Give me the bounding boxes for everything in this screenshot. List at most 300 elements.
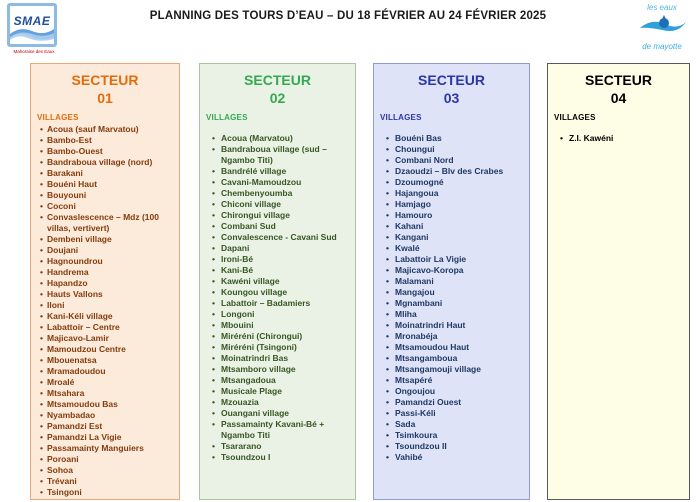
bullet-icon: •	[212, 254, 215, 265]
village-item	[206, 188, 349, 199]
village-item	[206, 298, 349, 309]
eaux-logo-line2: de mayotte	[642, 42, 682, 51]
bullet-icon: •	[40, 355, 43, 366]
village-name: Tsoundzou I	[221, 452, 271, 463]
village-item	[37, 421, 173, 432]
smae-logo-box	[7, 3, 57, 47]
bullet-icon: •	[212, 243, 215, 254]
village-name: Hauts Vallons	[47, 289, 103, 300]
smae-wave-icon	[10, 24, 54, 42]
village-name: Dembeni village	[47, 234, 112, 245]
bullet-icon: •	[40, 443, 43, 454]
village-item	[37, 212, 173, 234]
bullet-icon: •	[212, 188, 215, 199]
bullet-icon: •	[212, 199, 215, 210]
bullet-icon: •	[212, 177, 215, 188]
village-item	[206, 287, 349, 298]
sector-03-name: SECTEUR	[418, 72, 485, 88]
bullet-icon: •	[40, 135, 43, 146]
village-name: Mtsamoudou Haut	[395, 342, 470, 353]
village-name: Mangajou	[395, 287, 435, 298]
village-item	[380, 199, 523, 210]
village-name: Longoni	[221, 309, 255, 320]
eaux-mayotte-logo	[634, 4, 690, 60]
village-item	[206, 408, 349, 419]
village-name: Pamandzi Est	[47, 421, 103, 432]
village-item	[206, 419, 349, 441]
bullet-icon: •	[212, 364, 215, 375]
bullet-icon: •	[212, 298, 215, 309]
document-header	[0, 0, 696, 62]
village-name: Passamainty Manguiers	[47, 443, 144, 454]
smae-logo-text: SMAE	[13, 14, 51, 28]
village-name: Tsararano	[221, 441, 262, 452]
village-name: Labattoir La Vigie	[395, 254, 467, 265]
bullet-icon: •	[40, 322, 43, 333]
village-item	[206, 265, 349, 276]
village-item	[206, 331, 349, 342]
village-name: Kani-Kéli village	[47, 311, 113, 322]
village-item	[206, 342, 349, 353]
bullet-icon: •	[212, 320, 215, 331]
village-item	[380, 397, 523, 408]
bullet-icon: •	[212, 375, 215, 386]
village-item	[37, 333, 173, 344]
village-name: Mliha	[395, 309, 417, 320]
village-item	[380, 309, 523, 320]
village-item	[380, 166, 523, 177]
village-item	[206, 441, 349, 452]
village-name: Convaslescence – Mdz (100 villas, vertivert)	[47, 212, 159, 234]
bullet-icon: •	[40, 377, 43, 388]
village-item	[206, 221, 349, 232]
village-name: Doujani	[47, 245, 79, 256]
bullet-icon: •	[386, 155, 389, 166]
bullet-icon: •	[212, 232, 215, 243]
village-name: Malamani	[395, 276, 434, 287]
bullet-icon: •	[560, 133, 563, 144]
village-item	[206, 364, 349, 375]
village-name: Acoua (sauf Marvatou)	[47, 124, 139, 135]
bullet-icon: •	[212, 221, 215, 232]
village-item	[37, 322, 173, 333]
page-title: PLANNING DES TOURS D’EAU – DU 18 FÉVRIER AU 24 FÉVRIER 2025	[149, 10, 547, 22]
village-item	[37, 179, 173, 190]
village-name: Kangani	[395, 232, 429, 243]
village-item	[37, 476, 173, 487]
sector-panel-04	[547, 63, 690, 500]
bullet-icon: •	[212, 408, 215, 419]
bullet-icon: •	[386, 276, 389, 287]
village-item	[206, 386, 349, 397]
sector-panel-03	[373, 63, 530, 500]
bullet-icon: •	[386, 364, 389, 375]
smae-logo-subtext: Mahoraise des Eaux	[13, 49, 55, 54]
village-item	[206, 276, 349, 287]
village-name: Kawéni village	[221, 276, 280, 287]
village-item	[206, 199, 349, 210]
village-name: Mzouazia	[221, 397, 259, 408]
bullet-icon: •	[386, 287, 389, 298]
bullet-icon: •	[386, 441, 389, 452]
village-item	[37, 135, 173, 146]
bullet-icon: •	[386, 188, 389, 199]
village-item	[37, 432, 173, 443]
village-item	[37, 124, 173, 135]
bullet-icon: •	[212, 441, 215, 452]
eaux-logo-line1: les eaux	[647, 3, 677, 12]
village-name: Passi-Kéli	[395, 408, 436, 419]
bullet-icon: •	[40, 311, 43, 322]
sector-01-number: 01	[97, 90, 113, 107]
bullet-icon: •	[212, 133, 215, 144]
bullet-icon: •	[40, 454, 43, 465]
bullet-icon: •	[386, 232, 389, 243]
village-item	[380, 232, 523, 243]
village-name: Vahibé	[395, 452, 423, 463]
bullet-icon: •	[40, 465, 43, 476]
village-name: Dzoumogné	[395, 177, 444, 188]
bullet-icon: •	[212, 144, 215, 155]
village-name: Hajangoua	[395, 188, 439, 199]
village-name: Hamjago	[395, 199, 431, 210]
village-item	[380, 144, 523, 155]
village-item	[37, 311, 173, 322]
sector-04-villages-label: VILLAGES	[554, 113, 596, 123]
village-item	[37, 201, 173, 212]
village-name: Bouyouni	[47, 190, 87, 201]
bullet-icon: •	[40, 366, 43, 377]
sector-03-villages-label: VILLAGES	[380, 113, 422, 123]
village-item	[37, 168, 173, 179]
village-name: Passamainty Kavani-Bé + Ngambo Titi	[221, 419, 325, 441]
village-name: Kahani	[395, 221, 424, 232]
village-name: Mroalé	[47, 377, 75, 388]
village-item	[380, 210, 523, 221]
bullet-icon: •	[386, 221, 389, 232]
bullet-icon: •	[386, 397, 389, 408]
village-name: Hamouro	[395, 210, 433, 221]
bullet-icon: •	[386, 144, 389, 155]
eaux-wave-drop-icon	[634, 12, 690, 38]
sector-02-title	[206, 71, 349, 107]
village-item	[37, 278, 173, 289]
village-name: Acoua (Marvatou)	[221, 133, 293, 144]
sector-02-village-list	[206, 133, 349, 463]
village-name: Chirongui village	[221, 210, 290, 221]
village-name: Mtsamoudou Bas	[47, 399, 118, 410]
sector-01-name: SECTEUR	[71, 72, 139, 88]
village-item	[37, 443, 173, 454]
bullet-icon: •	[40, 333, 43, 344]
village-name: Kwalé	[395, 243, 420, 254]
village-item	[37, 487, 173, 498]
bullet-icon: •	[40, 476, 43, 487]
village-name: Moinatrindri Haut	[395, 320, 466, 331]
bullet-icon: •	[212, 265, 215, 276]
smae-logo	[7, 3, 61, 61]
village-item	[206, 254, 349, 265]
village-item	[380, 265, 523, 276]
village-item	[380, 353, 523, 364]
village-name: Mtsamboro village	[221, 364, 296, 375]
bullet-icon: •	[212, 386, 215, 397]
bullet-icon: •	[386, 243, 389, 254]
village-name: Mtsapéré	[395, 375, 433, 386]
village-item	[380, 287, 523, 298]
bullet-icon: •	[386, 386, 389, 397]
bullet-icon: •	[212, 210, 215, 221]
village-item	[206, 243, 349, 254]
bullet-icon: •	[40, 201, 43, 212]
bullet-icon: •	[40, 157, 43, 168]
bullet-icon: •	[386, 320, 389, 331]
bullet-icon: •	[386, 210, 389, 221]
bullet-icon: •	[386, 199, 389, 210]
village-name: Tsoundzou II	[395, 441, 447, 452]
sector-01-title	[37, 71, 173, 107]
village-name: Coconi	[47, 201, 76, 212]
village-item	[380, 364, 523, 375]
village-item	[554, 133, 683, 144]
village-name: Sada	[395, 419, 416, 430]
village-name: Ironi-Bé	[221, 254, 254, 265]
bullet-icon: •	[212, 331, 215, 342]
bullet-icon: •	[40, 190, 43, 201]
village-name: Mronabéja	[395, 331, 438, 342]
village-item	[206, 320, 349, 331]
village-name: Hapandzo	[47, 278, 88, 289]
bullet-icon: •	[386, 452, 389, 463]
village-name: Dapani	[221, 243, 250, 254]
village-item	[206, 232, 349, 243]
village-name: Dzaoudzi – Blv des Crabes	[395, 166, 504, 177]
bullet-icon: •	[386, 430, 389, 441]
village-name: Choungui	[395, 144, 435, 155]
village-name: Barakani	[47, 168, 83, 179]
bullet-icon: •	[386, 342, 389, 353]
village-item	[206, 353, 349, 364]
village-item	[380, 342, 523, 353]
village-name: Mtsangamouji village	[395, 364, 481, 375]
bullet-icon: •	[212, 166, 215, 177]
village-name: Chiconi village	[221, 199, 281, 210]
village-name: Mamoudzou Centre	[47, 344, 126, 355]
village-name: Bambo-Est	[47, 135, 92, 146]
village-item	[380, 331, 523, 342]
village-name: Mtsangadoua	[221, 375, 276, 386]
village-item	[380, 155, 523, 166]
village-name: Majicavo-Koropa	[395, 265, 464, 276]
village-item	[37, 344, 173, 355]
bullet-icon: •	[40, 179, 43, 190]
bullet-icon: •	[386, 133, 389, 144]
bullet-icon: •	[40, 344, 43, 355]
village-name: Bandraboua village (sud – Ngambo Titi)	[221, 144, 327, 166]
village-item	[206, 375, 349, 386]
sector-03-number: 03	[443, 90, 460, 107]
village-item	[37, 256, 173, 267]
village-name: Mbouenatsa	[47, 355, 97, 366]
village-name: Kani-Bé	[221, 265, 254, 276]
village-name: Combani Sud	[221, 221, 276, 232]
village-item	[380, 408, 523, 419]
bullet-icon: •	[40, 278, 43, 289]
village-name: Pamandzi Ouest	[395, 397, 462, 408]
bullet-icon: •	[212, 309, 215, 320]
sector-panel-01	[30, 63, 180, 500]
village-item	[37, 355, 173, 366]
sector-04-number: 04	[610, 90, 627, 107]
village-item	[37, 377, 173, 388]
bullet-icon: •	[212, 342, 215, 353]
village-name: Bouéni Haut	[47, 179, 98, 190]
village-item	[206, 166, 349, 177]
village-name: Poroani	[47, 454, 79, 465]
village-item	[37, 388, 173, 399]
village-item	[37, 410, 173, 421]
bullet-icon: •	[212, 419, 215, 430]
bullet-icon: •	[40, 399, 43, 410]
bullet-icon: •	[386, 375, 389, 386]
village-item	[380, 243, 523, 254]
village-item	[380, 441, 523, 452]
village-name: Nyambadao	[47, 410, 96, 421]
village-name: Koungou village	[221, 287, 288, 298]
village-item	[380, 276, 523, 287]
bullet-icon: •	[386, 331, 389, 342]
sector-02-name: SECTEUR	[244, 72, 311, 88]
village-item	[380, 375, 523, 386]
bullet-icon: •	[40, 410, 43, 421]
bullet-icon: •	[386, 166, 389, 177]
village-name: Mbouini	[221, 320, 254, 331]
bullet-icon: •	[386, 254, 389, 265]
bullet-icon: •	[386, 177, 389, 188]
village-name: Convalescence - Cavani Sud	[221, 232, 337, 243]
village-item	[206, 452, 349, 463]
sector-01-village-list	[37, 124, 173, 498]
bullet-icon: •	[212, 287, 215, 298]
village-name: Pamandzi La Vigie	[47, 432, 122, 443]
village-name: Bouéni Bas	[395, 133, 442, 144]
bullet-icon: •	[386, 265, 389, 276]
bullet-icon: •	[40, 487, 43, 498]
village-item	[206, 133, 349, 144]
village-name: Iloni	[47, 300, 65, 311]
sector-02-villages-label: VILLAGES	[206, 113, 248, 123]
village-name: Sohoa	[47, 465, 73, 476]
bullet-icon: •	[40, 421, 43, 432]
village-item	[37, 234, 173, 245]
bullet-icon: •	[40, 212, 43, 223]
village-name: Bambo-Ouest	[47, 146, 103, 157]
village-name: Labattoir – Badamiers	[221, 298, 311, 309]
bullet-icon: •	[40, 432, 43, 443]
sector-03-title	[380, 71, 523, 107]
village-item	[37, 465, 173, 476]
village-item	[380, 221, 523, 232]
village-name: Bandrélé village	[221, 166, 287, 177]
bullet-icon: •	[212, 397, 215, 408]
village-item	[37, 157, 173, 168]
bullet-icon: •	[40, 146, 43, 157]
village-item	[380, 430, 523, 441]
village-item	[380, 386, 523, 397]
village-item	[37, 454, 173, 465]
bullet-icon: •	[212, 353, 215, 364]
bullet-icon: •	[386, 408, 389, 419]
sector-04-name: SECTEUR	[585, 72, 652, 88]
village-name: Mramadoudou	[47, 366, 106, 377]
village-item	[380, 320, 523, 331]
sector-panel-02	[199, 63, 356, 500]
village-item	[380, 177, 523, 188]
village-name: Mtsahara	[47, 388, 85, 399]
village-item	[37, 190, 173, 201]
sector-01-villages-label: VILLAGES	[37, 113, 79, 123]
bullet-icon: •	[40, 289, 43, 300]
bullet-icon: •	[40, 256, 43, 267]
bullet-icon: •	[40, 388, 43, 399]
village-name: Miréréni (Tsingoni)	[221, 342, 297, 353]
village-item	[37, 146, 173, 157]
bullet-icon: •	[386, 309, 389, 320]
bullet-icon: •	[212, 452, 215, 463]
sector-02-number: 02	[269, 90, 286, 107]
village-name: Combani Nord	[395, 155, 454, 166]
village-item	[380, 188, 523, 199]
village-item	[206, 210, 349, 221]
village-item	[380, 419, 523, 430]
bullet-icon: •	[386, 419, 389, 430]
sector-04-village-list	[554, 133, 683, 144]
village-item	[380, 452, 523, 463]
village-item	[206, 309, 349, 320]
village-name: Labattoir – Centre	[47, 322, 120, 333]
village-name: Miréréni (Chirongui)	[221, 331, 303, 342]
village-item	[37, 245, 173, 256]
bullet-icon: •	[386, 353, 389, 364]
bullet-icon: •	[40, 124, 43, 135]
village-name: Z.I. Kawéni	[569, 133, 614, 144]
bullet-icon: •	[40, 267, 43, 278]
village-item	[37, 399, 173, 410]
village-item	[206, 397, 349, 408]
village-name: Mtsangamboua	[395, 353, 458, 364]
village-name: Tsimkoura	[395, 430, 438, 441]
bullet-icon: •	[386, 298, 389, 309]
village-name: Moinatrindri Bas	[221, 353, 289, 364]
village-name: Handrema	[47, 267, 89, 278]
village-item	[37, 267, 173, 278]
village-item	[206, 144, 349, 166]
village-name: Ouangani village	[221, 408, 290, 419]
village-name: Mgnambani	[395, 298, 443, 309]
village-name: Chembenyoumba	[221, 188, 293, 199]
sector-03-village-list	[380, 133, 523, 463]
village-item	[206, 177, 349, 188]
village-item	[380, 133, 523, 144]
village-item	[37, 366, 173, 377]
bullet-icon: •	[40, 168, 43, 179]
village-name: Tsingoni	[47, 487, 82, 498]
village-name: Bandraboua village (nord)	[47, 157, 153, 168]
village-name: Trévani	[47, 476, 77, 487]
bullet-icon: •	[40, 245, 43, 256]
village-name: Cavani-Mamoudzou	[221, 177, 302, 188]
village-name: Ongoujou	[395, 386, 436, 397]
